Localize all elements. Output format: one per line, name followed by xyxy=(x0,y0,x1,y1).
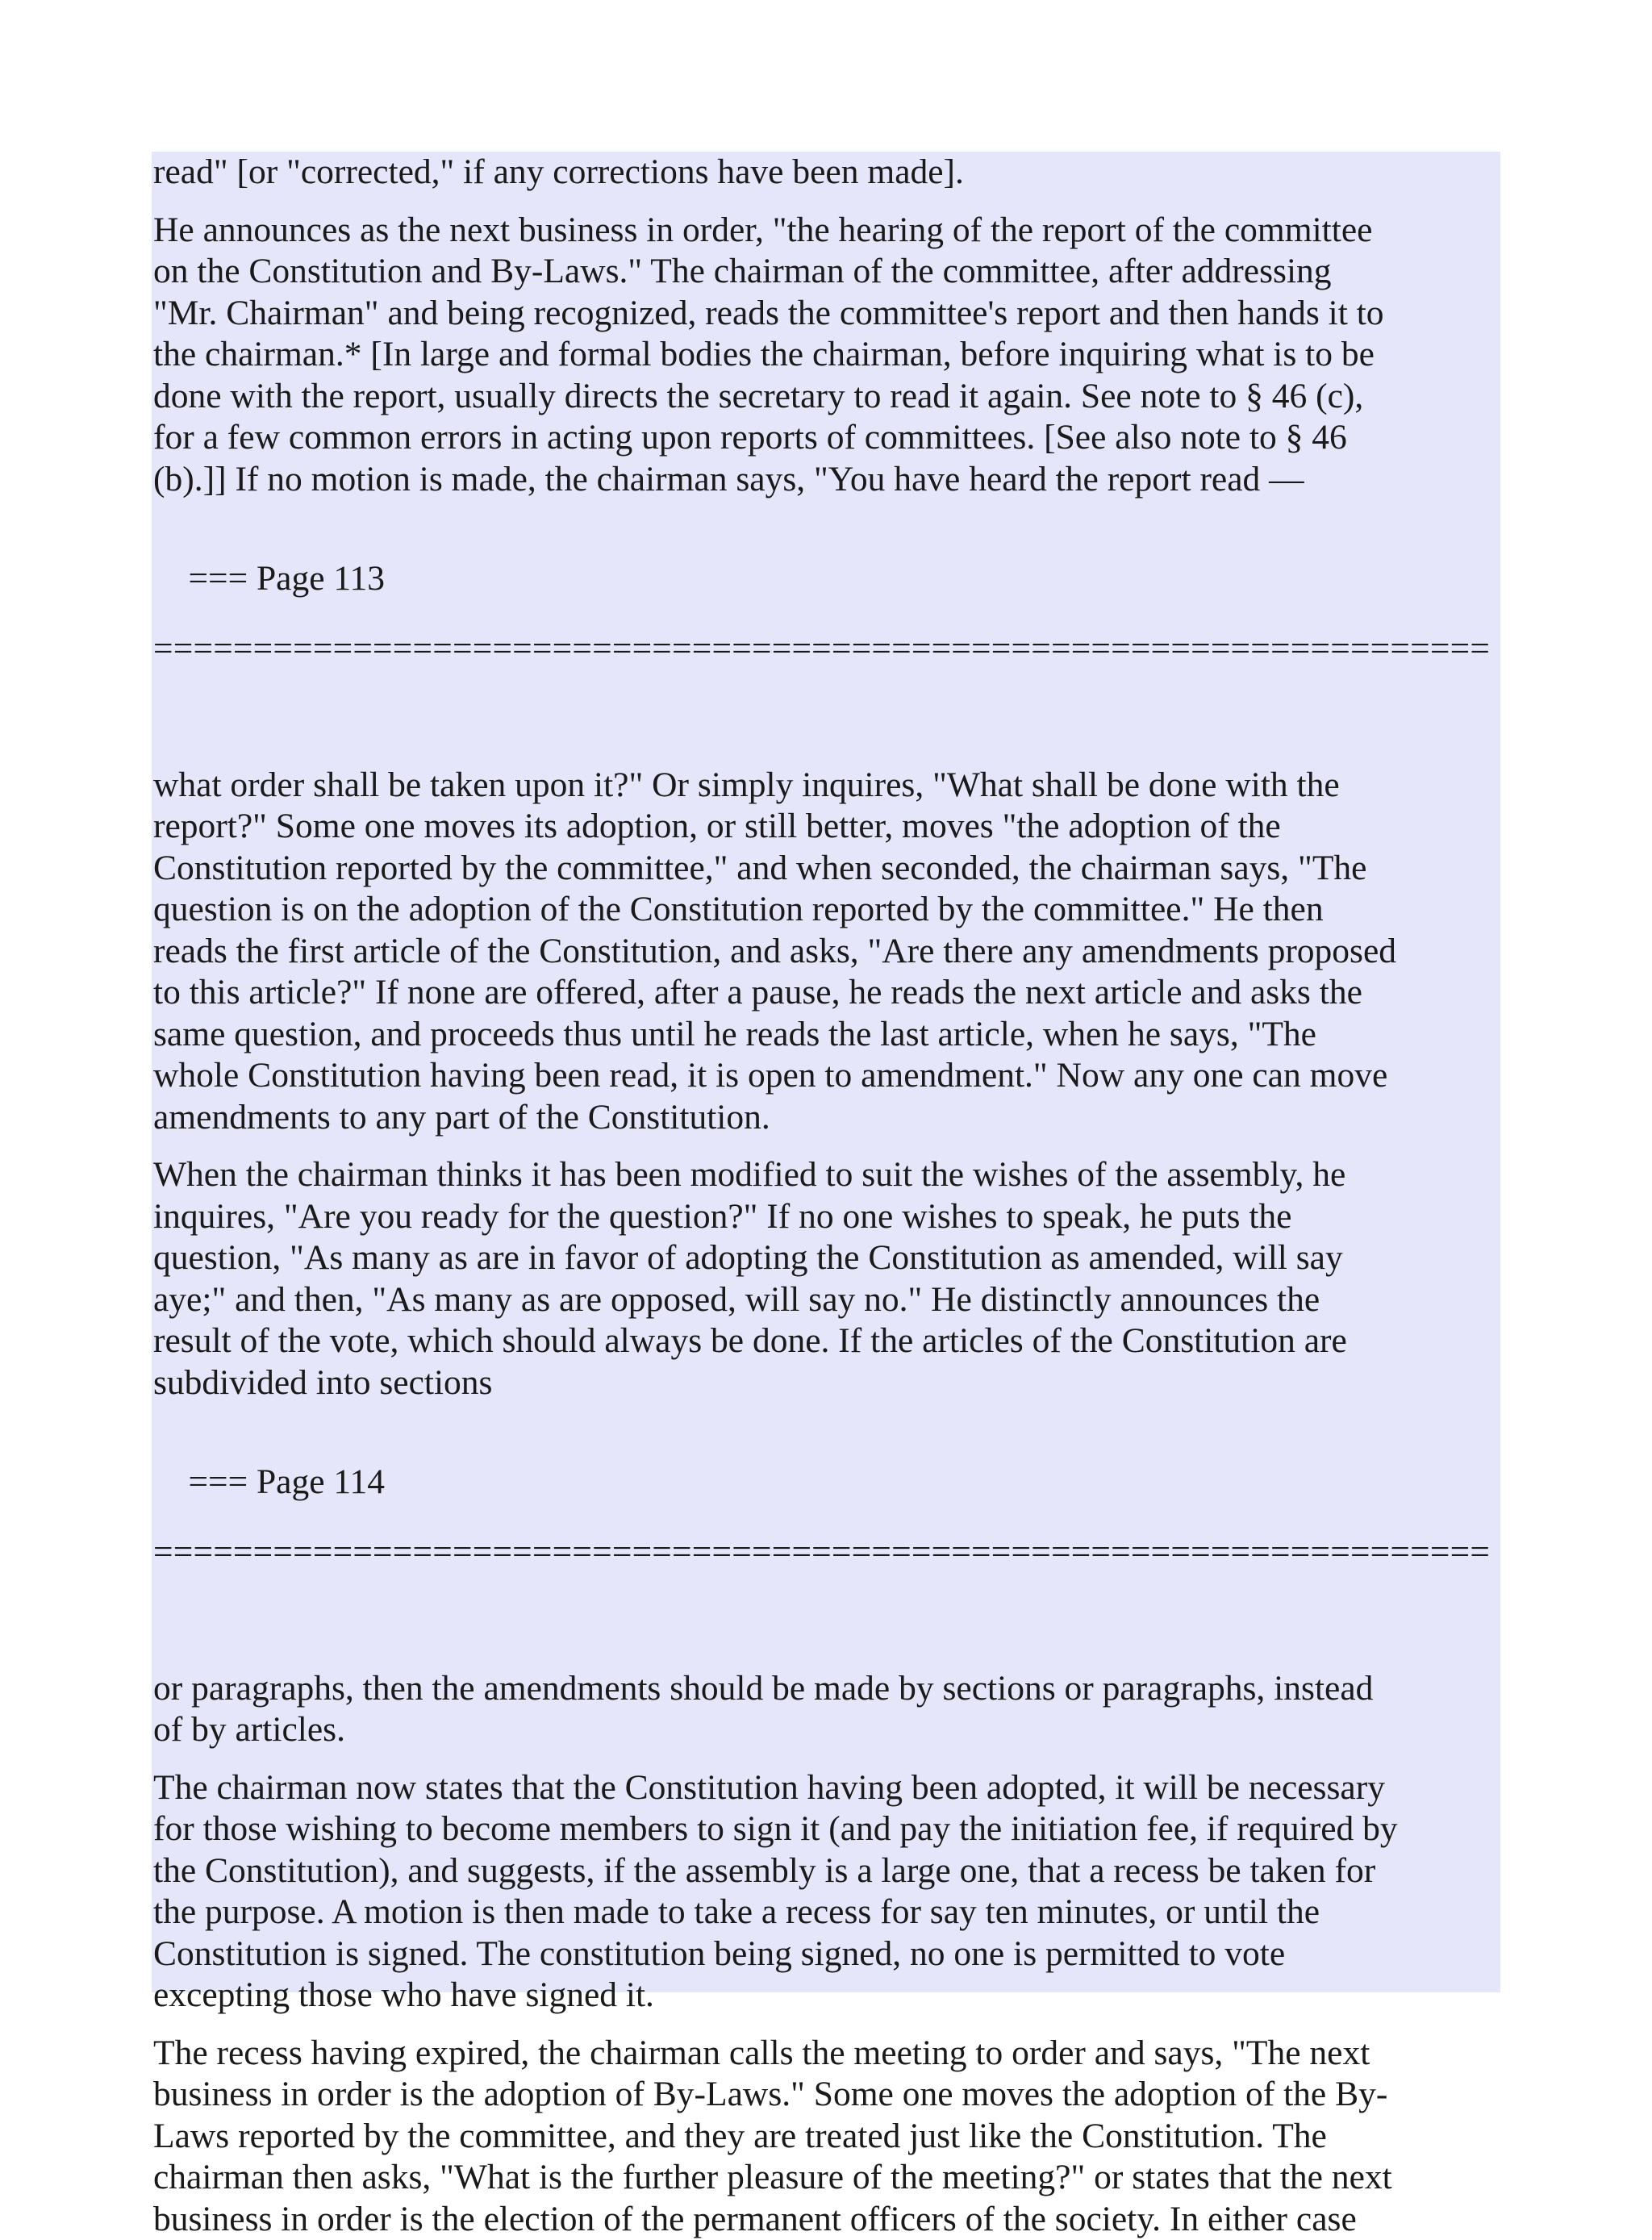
page-divider-rule: =================================================================== xyxy=(153,1545,1499,1569)
page-label: === Page 114 xyxy=(189,1462,386,1501)
page-marker-113 xyxy=(153,516,1499,749)
document-text-block xyxy=(152,152,1500,1992)
paragraph-bylaws: The recess having expired, the chairman calls the meeting to order and says, "The next business in order is the adoption of By-Laws." Some one moves the adoption of the By- Laws reported by the committee, and they are treated just like the Constitution. The chairman then asks, "What is the further pleasure of the meeting?" or states that the next business in order is the election of the permanent officers of the society. In either case xyxy=(153,2033,1499,2240)
page-label: === Page 113 xyxy=(189,559,386,598)
paragraph-committee-report: He announces as the next business in order, "the hearing of the report of the committee on the Constitution and By-Laws." The chairman of the committee, after addressing "Mr. Chairman" and being recognized, reads the committee's report and then hands it to the chairman.* [In large and formal bodies the chairman, before inquiring what is to be done with the report, usually directs the secretary to read it again. See note to § 46 (c), for a few common errors in acting upon reports of committees. [See also note to § 46 (b).]] If no motion is made, the chairman says, "You have heard the report read — xyxy=(153,210,1499,501)
paragraph-recess: The chairman now states that the Constitution having been adopted, it will be necessary for those wishing to become members to sign it (and pay the initiation fee, if required by the Constitution), and suggests, if the assembly is a large one, that a recess be taken for the purpose. A motion is then made to take a recess for say ten minutes, or until the Constitution is signed. The constitution being signed, no one is permitted to vote excepting those who have signed it. xyxy=(153,1767,1499,2017)
paragraph-continuation: read" [or "corrected," if any corrections have been made]. xyxy=(153,152,1499,194)
page-divider-rule: =================================================================== xyxy=(153,641,1499,665)
paragraph-adoption-procedure: what order shall be taken upon it?" Or simply inquires, "What shall be done with the report?" Some one moves its adoption, or still better, moves "the adoption of the Constitution reported by the committee," and when seconded, the chairman says, "The question is on the adoption of the Constitution reported by the committee." He then reads the first article of the Constitution, and asks, "Are there any amendments proposed to this article?" If none are offered, after a pause, he reads the next article and asks the same question, and proceeds thus until he reads the last article, when he says, "The whole Constitution having been read, it is open to amendment." Now any one can move amendments to any part of the Constitution. xyxy=(153,765,1499,1139)
page-marker-114 xyxy=(153,1420,1499,1652)
paragraph-vote: When the chairman thinks it has been modified to suit the wishes of the assembly, he inquires, "Are you ready for the question?" If no one wishes to speak, he puts the question, "As many as are in favor of adopting the Constitution as amended, will say aye;" and then, "As many as are opposed, will say no." He distinctly announces the result of the vote, which should always be done. If the articles of the Constitution are subdivided into sections xyxy=(153,1154,1499,1404)
paragraph-sections: or paragraphs, then the amendments should be made by sections or paragraphs, instead of by articles. xyxy=(153,1668,1499,1751)
